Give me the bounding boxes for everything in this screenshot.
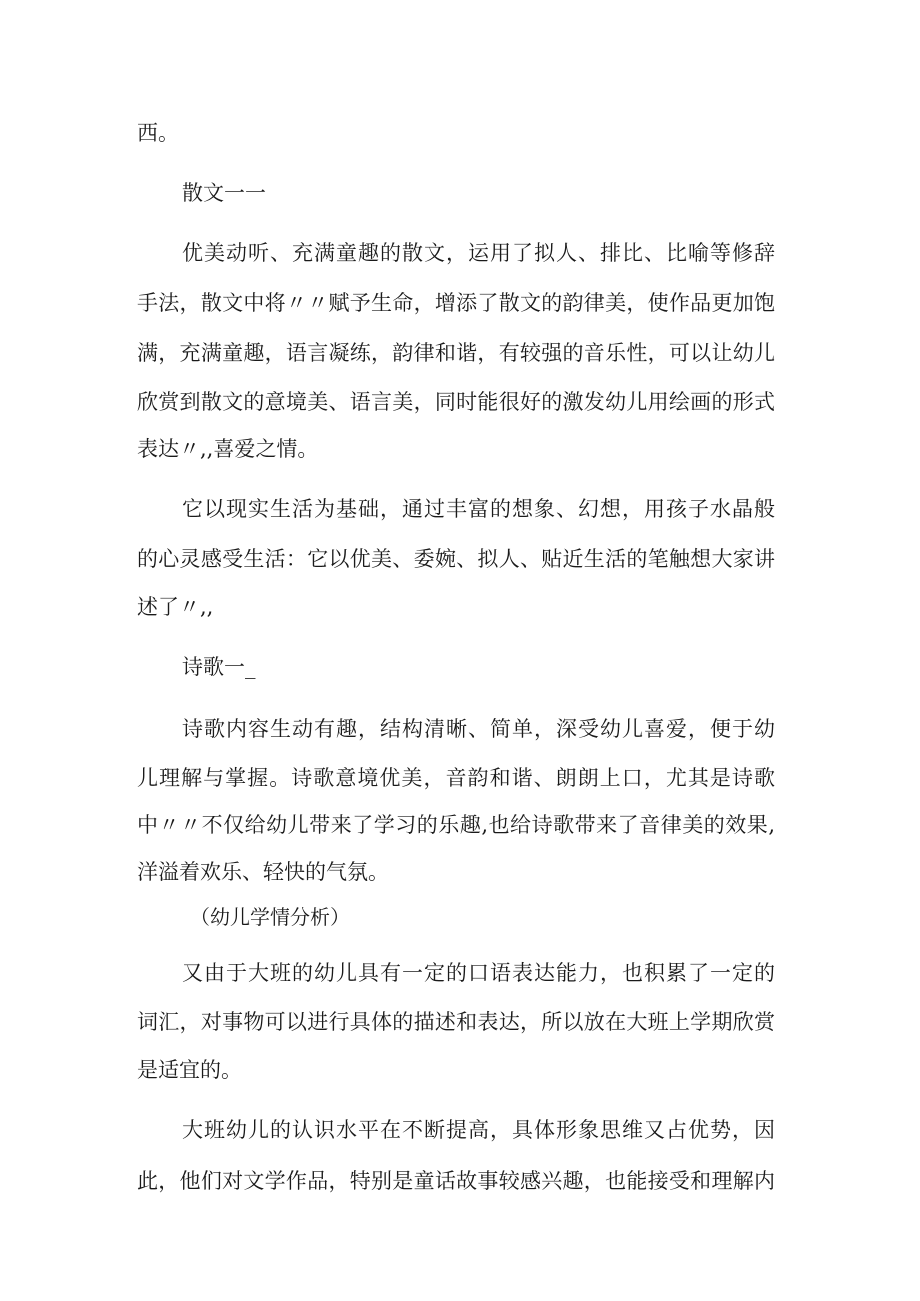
section-heading-analysis: （幼儿学情分析） xyxy=(190,905,350,929)
section-heading-poem: 诗歌一_ xyxy=(182,655,256,679)
text-line: 是适宜的。 xyxy=(137,1058,242,1082)
text-line: 的心灵感受生活：它以优美、委婉、拟人、贴近生活的笔触想大家讲 xyxy=(137,547,775,571)
text-line: 诗歌内容生动有趣，结构清晰、简单，深受幼儿喜爱，便于幼 xyxy=(182,717,775,741)
text-line: 中〃〃不仅给幼儿带来了学习的乐趣,也给诗歌带来了音律美的效果, xyxy=(137,813,775,837)
text-line: 优美动听、充满童趣的散文，运用了拟人、排比、比喻等修辞 xyxy=(182,241,775,265)
text-line: 表达〃,,喜爱之情。 xyxy=(137,437,319,461)
section-heading-prose: 散文一一 xyxy=(182,181,266,205)
text-line: 又由于大班的幼儿具有一定的口语表达能力，也积累了一定的 xyxy=(182,961,775,985)
text-line: 儿理解与掌握。诗歌意境优美，音韵和谐、朗朗上口，尤其是诗歌 xyxy=(137,766,775,790)
text-line: 西。 xyxy=(137,121,179,145)
text-line: 洋溢着欢乐、轻快的气氛。 xyxy=(137,860,389,884)
text-line: 大班幼儿的认识水平在不断提高，具体形象思维又占优势，因 xyxy=(182,1118,775,1142)
text-line: 满，充满童趣，语言凝练，韵律和谐，有较强的音乐性，可以让幼儿 xyxy=(137,341,775,365)
text-line: 它以现实生活为基础，通过丰富的想象、幻想，用孩子水晶般 xyxy=(182,497,775,521)
text-line: 欣赏到散文的意境美、语言美，同时能很好的激发幼儿用绘画的形式 xyxy=(137,390,775,414)
text-line: 词汇，对事物可以进行具体的描述和表达，所以放在大班上学期欣赏 xyxy=(137,1010,775,1034)
text-line: 述了〃,, xyxy=(137,595,214,619)
text-line: 手法，散文中将〃〃赋予生命，增添了散文的韵律美，使作品更加饱 xyxy=(137,291,775,315)
text-line: 此，他们对文学作品，特别是童话故事较感兴趣，也能接受和理解内 xyxy=(137,1169,775,1193)
